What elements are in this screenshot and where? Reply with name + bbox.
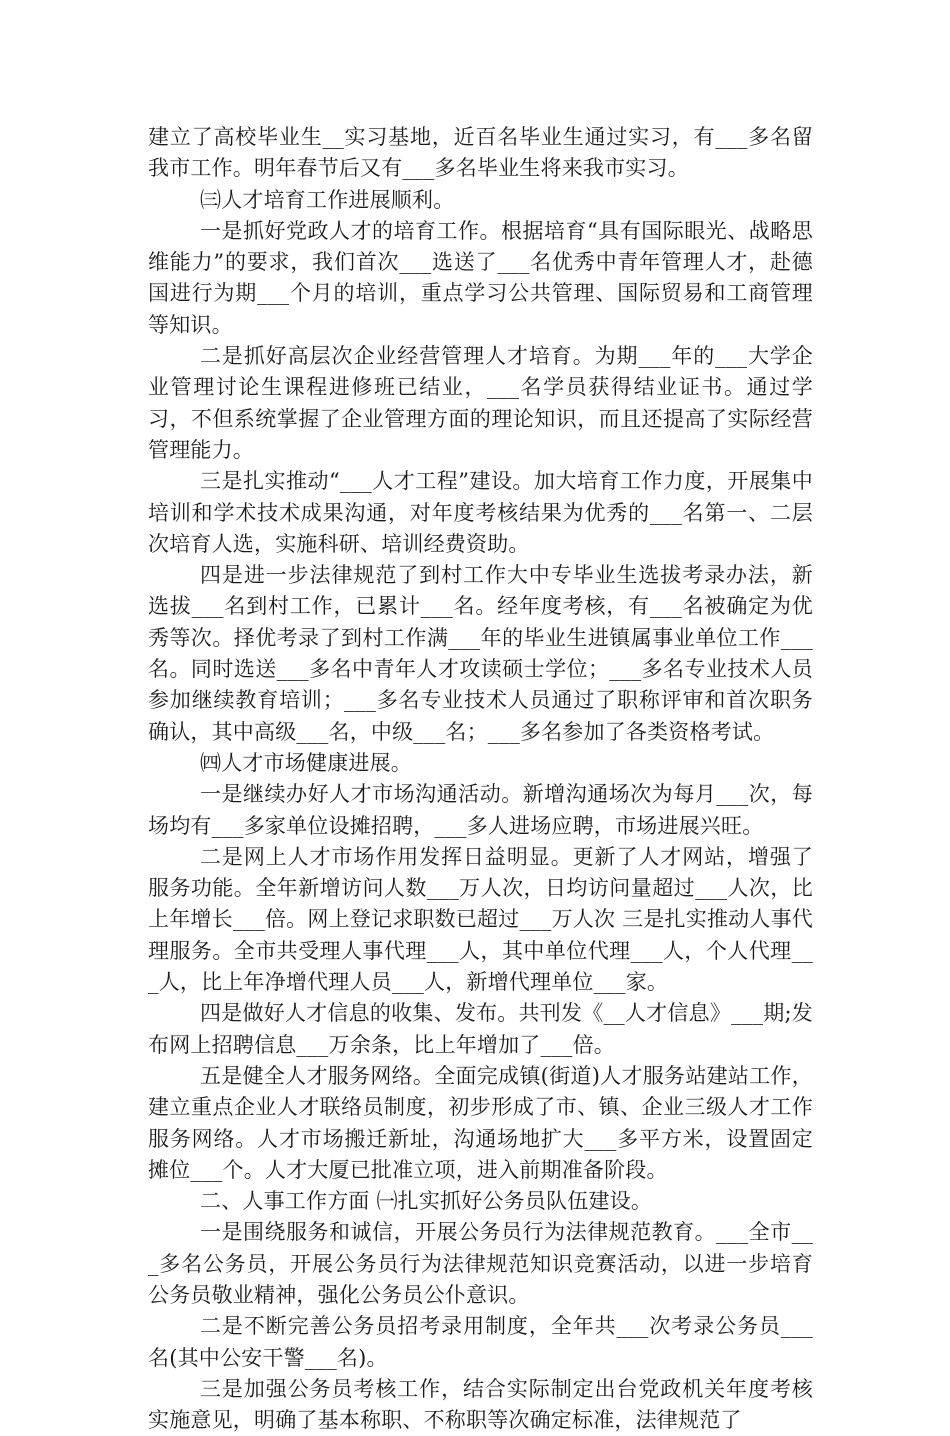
paragraph-civil-servant-assessment: 三是加强公务员考核工作，结合实际制定出台党政机关年度考核实施意见，明确了基本称职、不称职等次确定标准，法律规范了 bbox=[148, 1376, 813, 1433]
paragraph-civil-servant-education: 一是围绕服务和诚信，开展公务员行为法律规范教育。___全市___多名公务员，开展公务员行为法律规范知识竞赛活动，以进一步培育公务员敬业精神，强化公务员公仆意识。 bbox=[148, 1220, 813, 1307]
paragraph-service-network: 五是健全人才服务网络。全面完成镇(街道)人才服务站建站工作，建立重点企业人才联络员制度，初步形成了市、镇、企业三级人才工作服务网络。人才市场搬迁新址，沟通场地扩大___多平方米，设置固定摊位___个。人才大厦已批准立项，进入前期准备阶段。 bbox=[148, 1063, 813, 1182]
heading-talent-market: ㈣人才市场健康进展。 bbox=[200, 750, 412, 775]
document-page bbox=[148, 122, 813, 1436]
paragraph-internship-base: 建立了高校毕业生__实习基地，近百名毕业生通过实习，有___多名留我市工作。明年春节后又有___多名毕业生将来我市实习。 bbox=[148, 125, 813, 181]
heading-personnel-work: 二、人事工作方面 ㈠扎实抓好公务员队伍建设。 bbox=[200, 1189, 653, 1214]
heading-talent-training: ㈢人才培育工作进展顺利。 bbox=[200, 187, 455, 212]
paragraph-market-activities: 一是继续办好人才市场沟通活动。新增沟通场次为每月___次，每场均有___多家单位设摊招聘，___多人进场应聘，市场进展兴旺。 bbox=[148, 782, 813, 838]
paragraph-village-graduates: 四是进一步法律规范了到村工作大中专毕业生选拔考录办法，新选拔___名到村工作，已累计___名。经年度考核，有___名被确定为优秀等次。择优考录了到村工作满___年的毕业生进镇属事业单位工作___名。同时选送___多名中青年人才攻读硕士学位；___多名专业技术人员参加继续教育培训；___多名专业技术人员通过了职称评审和首次职务确认，其中高级___名，中级___名；___多名参加了各类资格考试。 bbox=[148, 563, 813, 744]
paragraph-civil-servant-recruitment: 二是不断完善公务员招考录用制度，全年共___次考录公务员___名(其中公安干警___名)。 bbox=[148, 1314, 813, 1370]
paragraph-talent-project: 三是扎实推动“___人才工程”建设。加大培育工作力度，开展集中培训和学术技术成果沟通，对年度考核结果为优秀的___名第一、二层次培育人选，实施科研、培训经费资助。 bbox=[148, 469, 813, 556]
paragraph-party-talent: 一是抓好党政人才的培育工作。根据培育“具有国际眼光、战略思维能力”的要求，我们首次___选送了___名优秀中青年管理人才，赴德国进行为期___个月的培训，重点学习公共管理、国际贸易和工商管理等知识。 bbox=[148, 218, 813, 337]
paragraph-talent-info: 四是做好人才信息的收集、发布。共刊发《__人才信息》___期;发布网上招聘信息___万余条，比上年增加了___倍。 bbox=[148, 1001, 813, 1057]
paragraph-enterprise-talent: 二是抓好高层次企业经营管理人才培育。为期___年的___大学企业管理讨论生课程进修班已结业，___名学员获得结业证书。通过学习，不但系统掌握了企业管理方面的理论知识，而且还提高了实际经营管理能力。 bbox=[148, 344, 813, 462]
paragraph-online-market: 二是网上人才市场作用发挥日益明显。更新了人才网站，增强了服务功能。全年新增访问人数___万人次，日均访问量超过___人次，比上年增长___倍。网上登记求职数已超过___万人次 三是扎实推动人事代理服务。全市共受理人事代理___人，其中单位代理___人，个人代理___人，比上年净增代理人员___人，新增代理单位___家。 bbox=[148, 844, 813, 995]
